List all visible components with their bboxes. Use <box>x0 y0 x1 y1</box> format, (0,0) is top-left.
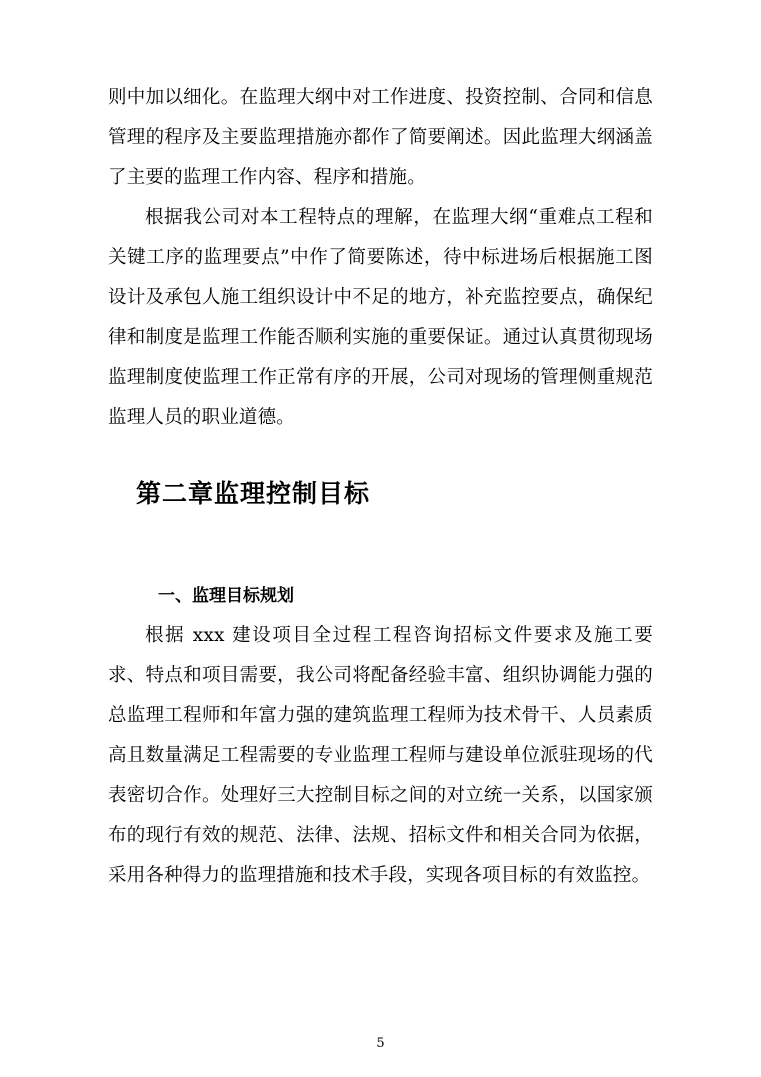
section-heading: 一、监理目标规划 <box>158 586 294 606</box>
paragraph-continuation: 则中加以细化。在监理大纲中对工作进度、投资控制、合同和信息管理的程序及主要监理措施亦都作了简要阐述。因此监理大纲涵盖了主要的监理工作内容、程序和措施。 <box>108 87 653 188</box>
chapter-heading: 第二章监理控制目标 <box>136 479 371 508</box>
page-number: 5 <box>376 1036 385 1051</box>
paragraph-target-planning: 根据 xxx 建设项目全过程工程咨询招标文件要求及施工要求、特点和项目需要，我公司将配备经验丰富、组织协调能力强的总监理工程师和年富力强的建筑监理工程师为技术骨干、人员素质高且数量满足工程需要的专业监理工程师与建设单位派驻现场的代表密切合作。处理好三大控制目标之间的对立统一关系，以国家颁布的现行有效的规范、法律、法规、招标文件和相关合同为依据，采用各种得力的监理措施和技术手段，实现各项目标的有效监控。 <box>108 625 653 886</box>
paragraph-monitoring-outline: 根据我公司对本工程特点的理解，在监理大纲“重难点工程和关键工序的监理要点”中作了简要陈述，待中标进场后根据施工图设计及承包人施工组织设计中不足的地方，补充监控要点，确保纪律和制度是监理工作能否顺利实施的重要保证。通过认真贯彻现场监理制度使监理工作正常有序的开展，公司对现场的管理侧重规范监理人员的职业道德。 <box>108 207 653 428</box>
